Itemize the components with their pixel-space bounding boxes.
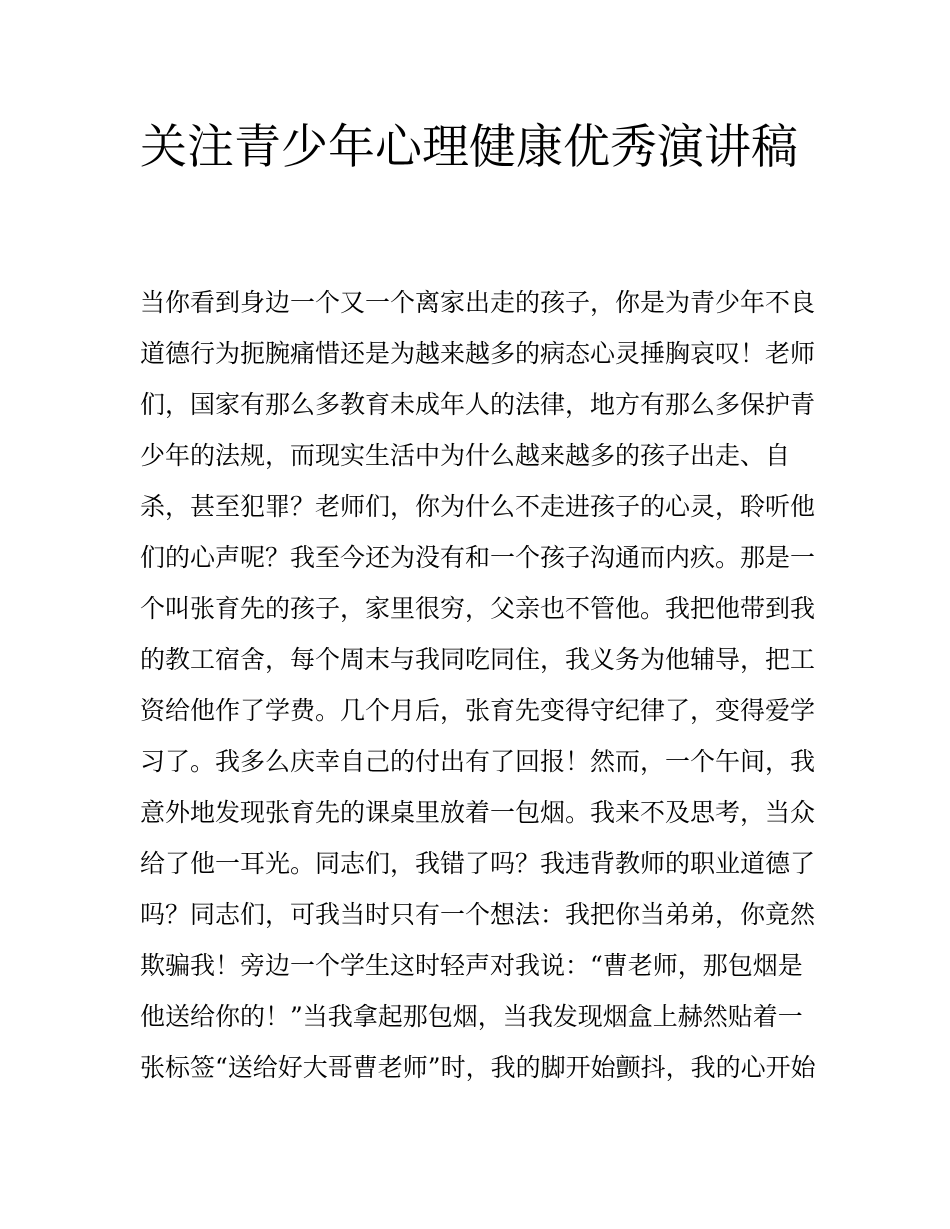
document-title: 关注青少年心理健康优秀演讲稿 — [140, 120, 798, 175]
body-line: 张标签“送给好大哥曹老师”时，我的脚开始颤抖，我的心开始 — [140, 1053, 816, 1082]
body-line: 吗？同志们，可我当时只有一个想法：我把你当弟弟，你竟然 — [140, 900, 816, 929]
body-line: 们，国家有那么多教育未成年人的法律，地方有那么多保护青 — [140, 390, 816, 419]
body-line: 道德行为扼腕痛惜还是为越来越多的病态心灵捶胸哀叹！老师 — [140, 339, 816, 368]
body-line: 欺骗我！旁边一个学生这时轻声对我说：“曹老师，那包烟是 — [140, 951, 803, 980]
body-line: 给了他一耳光。同志们，我错了吗？我违背教师的职业道德了 — [140, 849, 816, 878]
body-line: 意外地发现张育先的课桌里放着一包烟。我来不及思考，当众 — [140, 798, 816, 827]
body-line: 个叫张育先的孩子，家里很穷，父亲也不管他。我把他带到我 — [140, 594, 816, 623]
body-line: 杀，甚至犯罪？老师们，你为什么不走进孩子的心灵，聆听他 — [140, 492, 816, 521]
body-line: 资给他作了学费。几个月后，张育先变得守纪律了，变得爱学 — [140, 696, 816, 725]
body-line: 们的心声呢？我至今还为没有和一个孩子沟通而内疚。那是一 — [140, 543, 816, 572]
body-line: 少年的法规，而现实生活中为什么越来越多的孩子出走、自 — [140, 441, 791, 470]
body-line: 他送给你的！”当我拿起那包烟，当我发现烟盒上赫然贴着一 — [140, 1002, 803, 1031]
body-line: 习了。我多么庆幸自己的付出有了回报！然而，一个午间，我 — [140, 747, 816, 776]
body-line: 的教工宿舍，每个周末与我同吃同住，我义务为他辅导，把工 — [140, 645, 816, 674]
body-line: 当你看到身边一个又一个离家出走的孩子，你是为青少年不良 — [140, 288, 816, 317]
document-body — [140, 277, 816, 1093]
